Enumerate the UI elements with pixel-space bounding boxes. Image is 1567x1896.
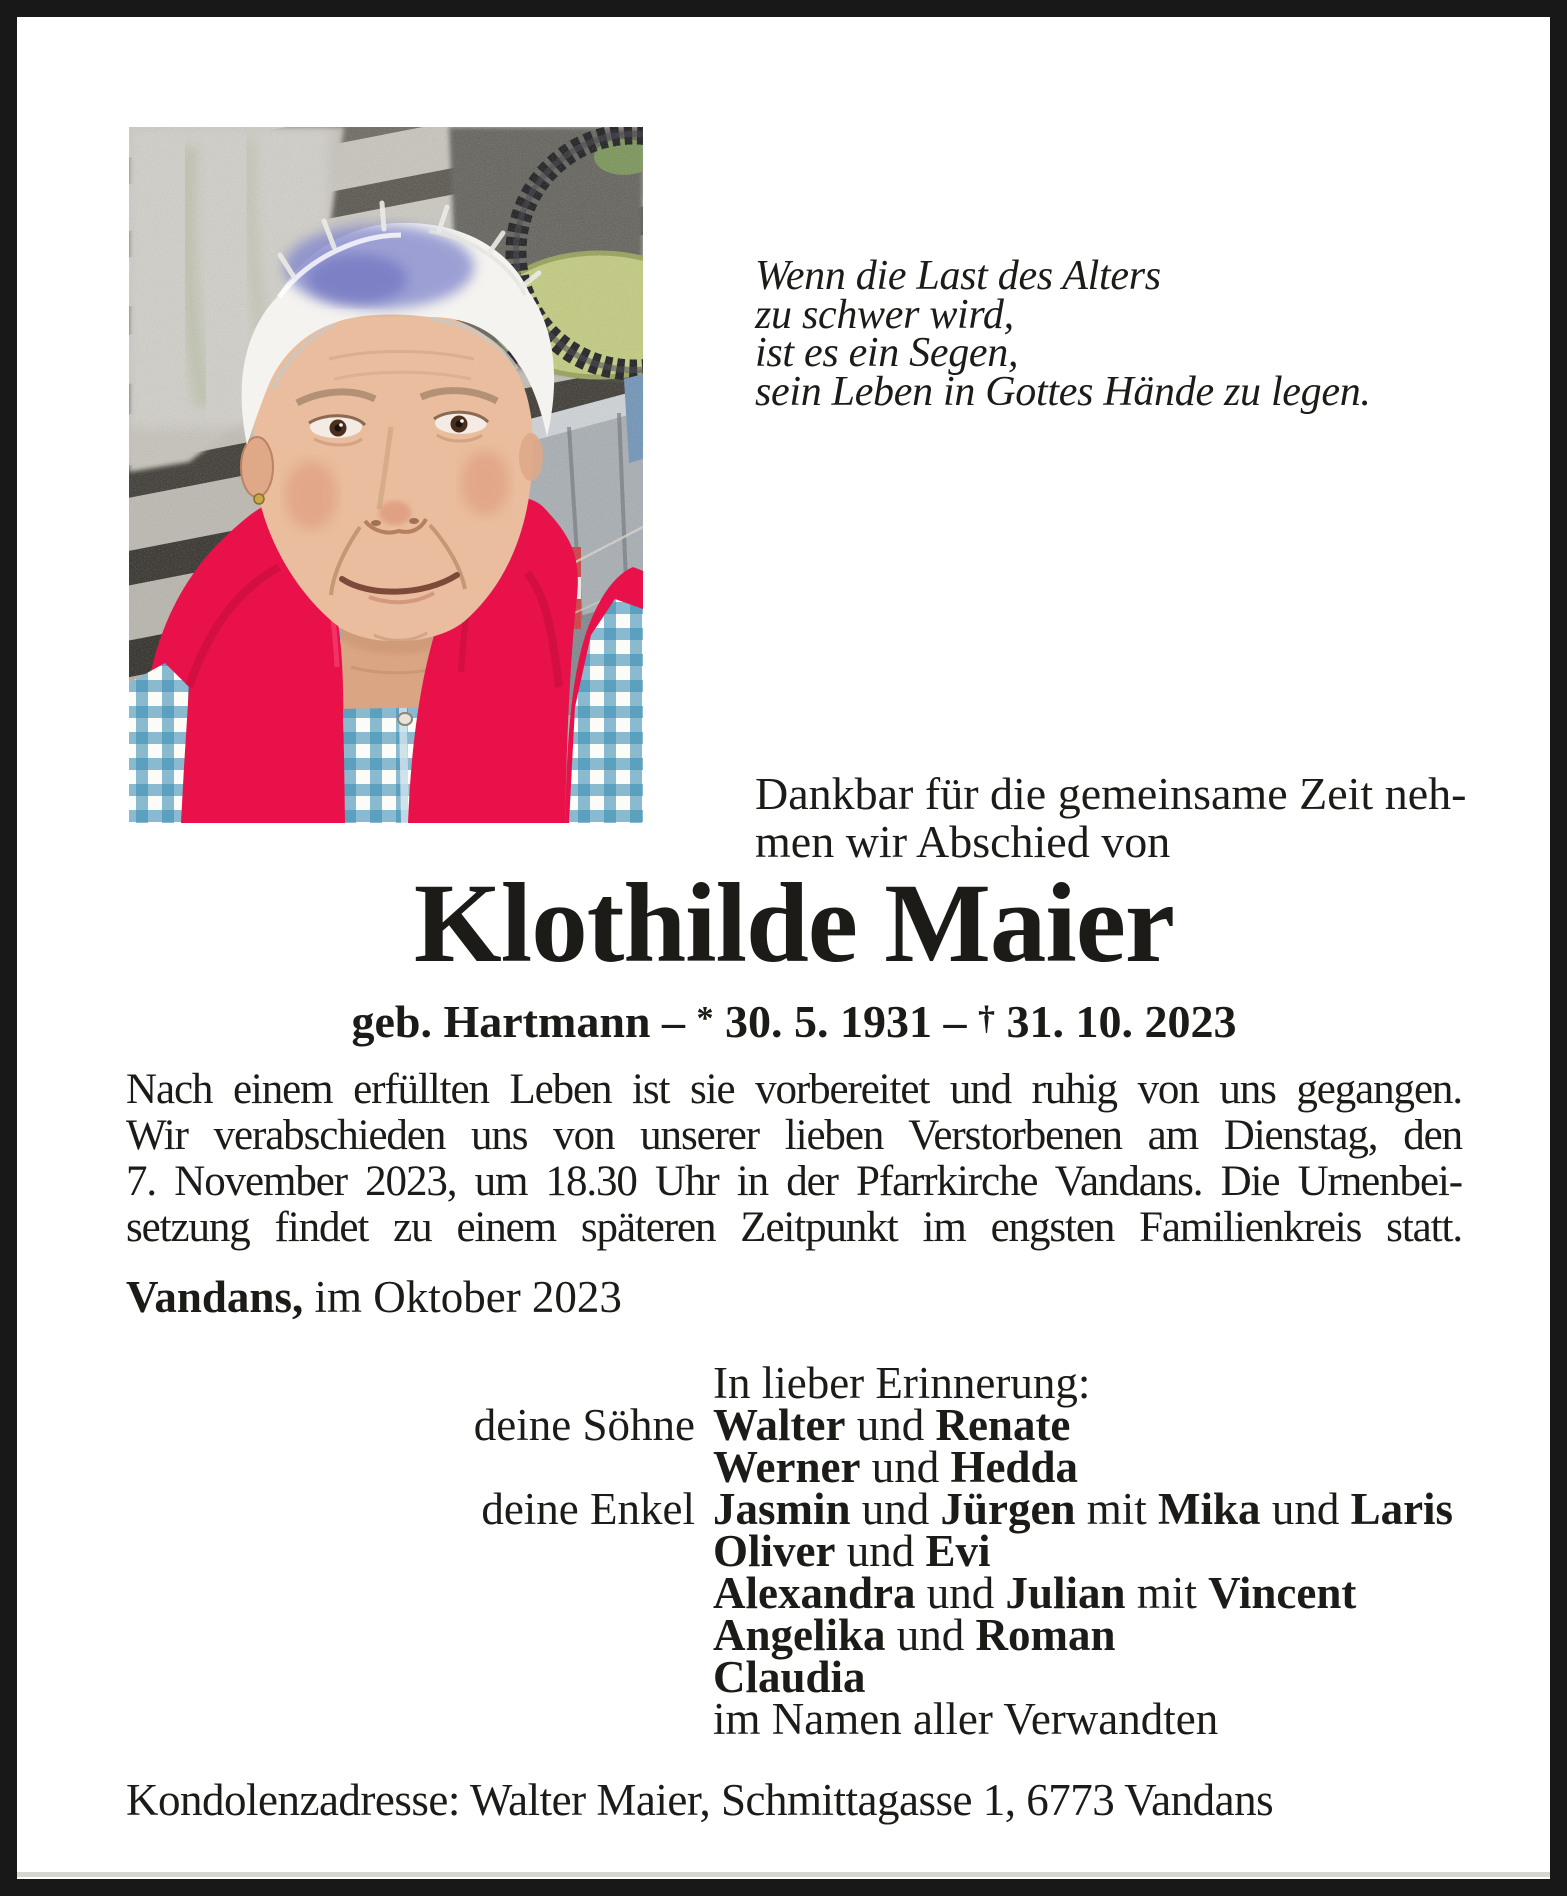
family-name: Renate <box>935 1400 1071 1450</box>
family-name: Evi <box>925 1526 991 1576</box>
subtitle-text: 30. 5. 1931 – <box>713 996 978 1048</box>
connector-text: mit <box>1125 1568 1209 1618</box>
memorial-row <box>126 1694 1462 1744</box>
family-name: Julian <box>1005 1568 1126 1618</box>
family-name: Roman <box>975 1610 1116 1660</box>
memorial-row-label <box>126 1656 713 1698</box>
memorial-row <box>126 1442 1462 1492</box>
announcement-paragraph-line: Wir verabschieden uns von unserer lieben Verstorbenen am Dienstag, den <box>126 1112 1462 1159</box>
ear <box>241 437 273 497</box>
connector-text: In lieber Erinnerung: <box>713 1358 1091 1408</box>
connector-text: und <box>850 1484 941 1534</box>
farewell-intro-line: Dankbar für die gemeinsame Zeit neh- <box>755 768 1467 819</box>
memorial-verse-line: ist es ein Segen, <box>755 330 1019 376</box>
family-name: Mika <box>1158 1484 1261 1534</box>
memorial-verse-line: zu schwer wird, <box>755 291 1014 338</box>
memorial-row <box>126 1652 1462 1702</box>
connector-text: und <box>1260 1484 1351 1534</box>
memorial-row <box>126 1568 1462 1618</box>
memorial-row-names <box>713 1442 1078 1492</box>
ear <box>519 433 543 481</box>
memorial-row-label <box>126 1362 713 1404</box>
deceased-name: Klothilde Maier <box>413 861 1175 986</box>
family-name: Werner <box>713 1442 861 1492</box>
memorial-row-names <box>713 1484 1454 1534</box>
memorial-row-label: deine Söhne <box>473 1400 695 1450</box>
memorial-verse-line: Wenn die Last des Alters <box>755 253 1161 299</box>
dateline <box>126 1273 622 1321</box>
memorial-row-names <box>713 1610 1116 1660</box>
earring <box>254 494 264 504</box>
family-name: Jürgen <box>940 1484 1076 1534</box>
memorial-row-label <box>126 1530 713 1572</box>
connector-text: und <box>915 1568 1006 1618</box>
memorial-row-label <box>126 1572 713 1614</box>
memorial-row-label <box>126 1698 713 1740</box>
family-name: Jasmin <box>713 1484 851 1534</box>
memorial-list <box>126 1358 1462 1744</box>
farewell-intro-line: men wir Abschied von <box>755 816 1171 867</box>
subtitle-text: 31. 10. 2023 <box>995 996 1237 1048</box>
announcement-paragraph-line: 7. November 2023, um 18.30 Uhr in der Pfarrkirche Vandans. Die Urnenbei- <box>126 1158 1462 1205</box>
family-name: Oliver <box>713 1526 836 1576</box>
connector-text: mit <box>1075 1484 1159 1534</box>
farewell-intro <box>755 768 1467 867</box>
announcement-paragraph-line: setzung findet zu einem späteren Zeitpunkt im engsten Familienkreis statt. <box>126 1204 1462 1251</box>
birth-death-line <box>126 996 1462 1048</box>
memorial-row-label: deine Enkel <box>481 1484 695 1534</box>
connector-text: und <box>885 1610 976 1660</box>
memorial-row-names <box>713 1358 1091 1408</box>
connector-text: und <box>845 1400 936 1450</box>
memorial-row <box>126 1610 1462 1660</box>
shirt-button <box>398 713 412 725</box>
family-name: Walter <box>713 1400 846 1450</box>
dateline-place: Vandans, <box>126 1272 304 1322</box>
connector-text: im Namen aller Verwandten <box>713 1694 1219 1744</box>
memorial-verse <box>755 253 1371 415</box>
memorial-row-label <box>126 1446 713 1488</box>
scan-artifact-line <box>17 1872 1550 1877</box>
memorial-row <box>126 1484 1462 1534</box>
memorial-row-names <box>713 1694 1219 1744</box>
memorial-row-names <box>713 1526 991 1576</box>
family-name: Vincent <box>1208 1568 1357 1618</box>
memorial-row-names <box>713 1568 1357 1618</box>
birth-star-symbol: * <box>696 1000 714 1037</box>
family-name: Laris <box>1350 1484 1454 1534</box>
memorial-row <box>126 1526 1462 1576</box>
portrait-photo <box>129 127 643 823</box>
connector-text: und <box>835 1526 926 1576</box>
memorial-row-label <box>126 1614 713 1656</box>
memorial-row <box>126 1400 1462 1450</box>
announcement-paragraph <box>126 1067 1462 1251</box>
announcement-paragraph-line: Nach einem erfüllten Leben ist sie vorbereitet und ruhig von uns gegangen. <box>126 1066 1462 1113</box>
family-name: Alexandra <box>713 1568 916 1618</box>
family-name: Angelika <box>713 1610 886 1660</box>
memorial-row-names <box>713 1652 866 1702</box>
memorial-verse-line: sein Leben in Gottes Hände zu legen. <box>755 368 1371 415</box>
memorial-row <box>126 1358 1462 1408</box>
family-name: Claudia <box>713 1652 866 1702</box>
condolence-address: Kondolenzadresse: Walter Maier, Schmittagasse 1, 6773 Vandans <box>126 1775 1274 1825</box>
family-name: Hedda <box>950 1442 1078 1492</box>
dateline-date: im Oktober 2023 <box>303 1272 622 1322</box>
connector-text: und <box>860 1442 951 1492</box>
subtitle-text: geb. Hartmann – <box>351 996 697 1048</box>
death-cross-symbol: † <box>978 1000 996 1037</box>
memorial-row-names <box>713 1400 1071 1450</box>
